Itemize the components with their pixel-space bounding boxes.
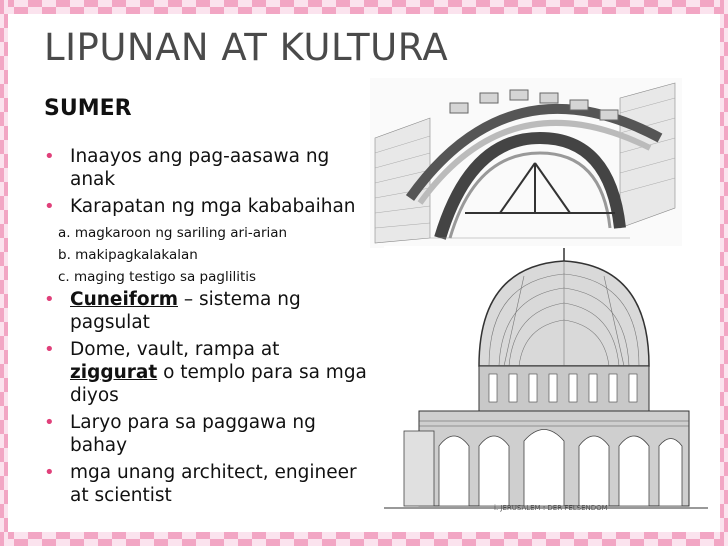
list-item [44,145,374,191]
slide-subtitle: SUMER [44,96,132,121]
bullet-text: Karapatan ng mga kababaihan [70,196,356,217]
sub-item: a. magkaroon ng sariling ari-arian [58,225,288,241]
left-border-pattern [0,0,8,546]
list-item [44,288,374,334]
bullet-list [44,145,374,511]
bullet-icon: • [44,462,55,483]
dome-caption: i. JERUSALEM : DER FELSENDOM [494,504,608,512]
bullet-text: Dome, vault, rampa at [70,339,280,360]
dome-drawing-icon [384,246,708,514]
bullet-text: o templo para sa mga diyos [70,362,367,406]
slide-title: LIPUNAN AT KULTURA [44,26,449,69]
bullet-text: Laryo para sa paggawa ng bahay [70,412,316,456]
bullet-text: – sistema ng pagsulat [70,289,301,333]
bullet-text: Inaayos ang pag-aasawa ng anak [70,146,330,190]
bullet-text: mga unang architect, engineer at scientist [70,462,357,506]
bullet-icon: • [44,289,55,310]
list-item [44,338,374,407]
vault-drawing-icon [370,78,682,248]
bullet-icon: • [44,412,55,433]
list-item [44,411,374,457]
bullet-icon: • [44,196,55,217]
top-border-pattern [0,0,728,14]
bullet-term: ziggurat [70,362,158,383]
list-item [44,195,374,218]
bullet-term: Cuneiform [70,289,178,310]
list-item [44,461,374,507]
dome-illustration [384,246,708,514]
sub-item: b. makipagkalakalan [58,247,198,263]
vault-illustration [370,78,682,248]
sub-item: c. maging testigo sa paglilitis [58,269,257,285]
bottom-border-pattern [0,532,728,546]
bullet-icon: • [44,146,55,167]
right-border-pattern [720,0,728,546]
bullet-icon: • [44,339,55,360]
